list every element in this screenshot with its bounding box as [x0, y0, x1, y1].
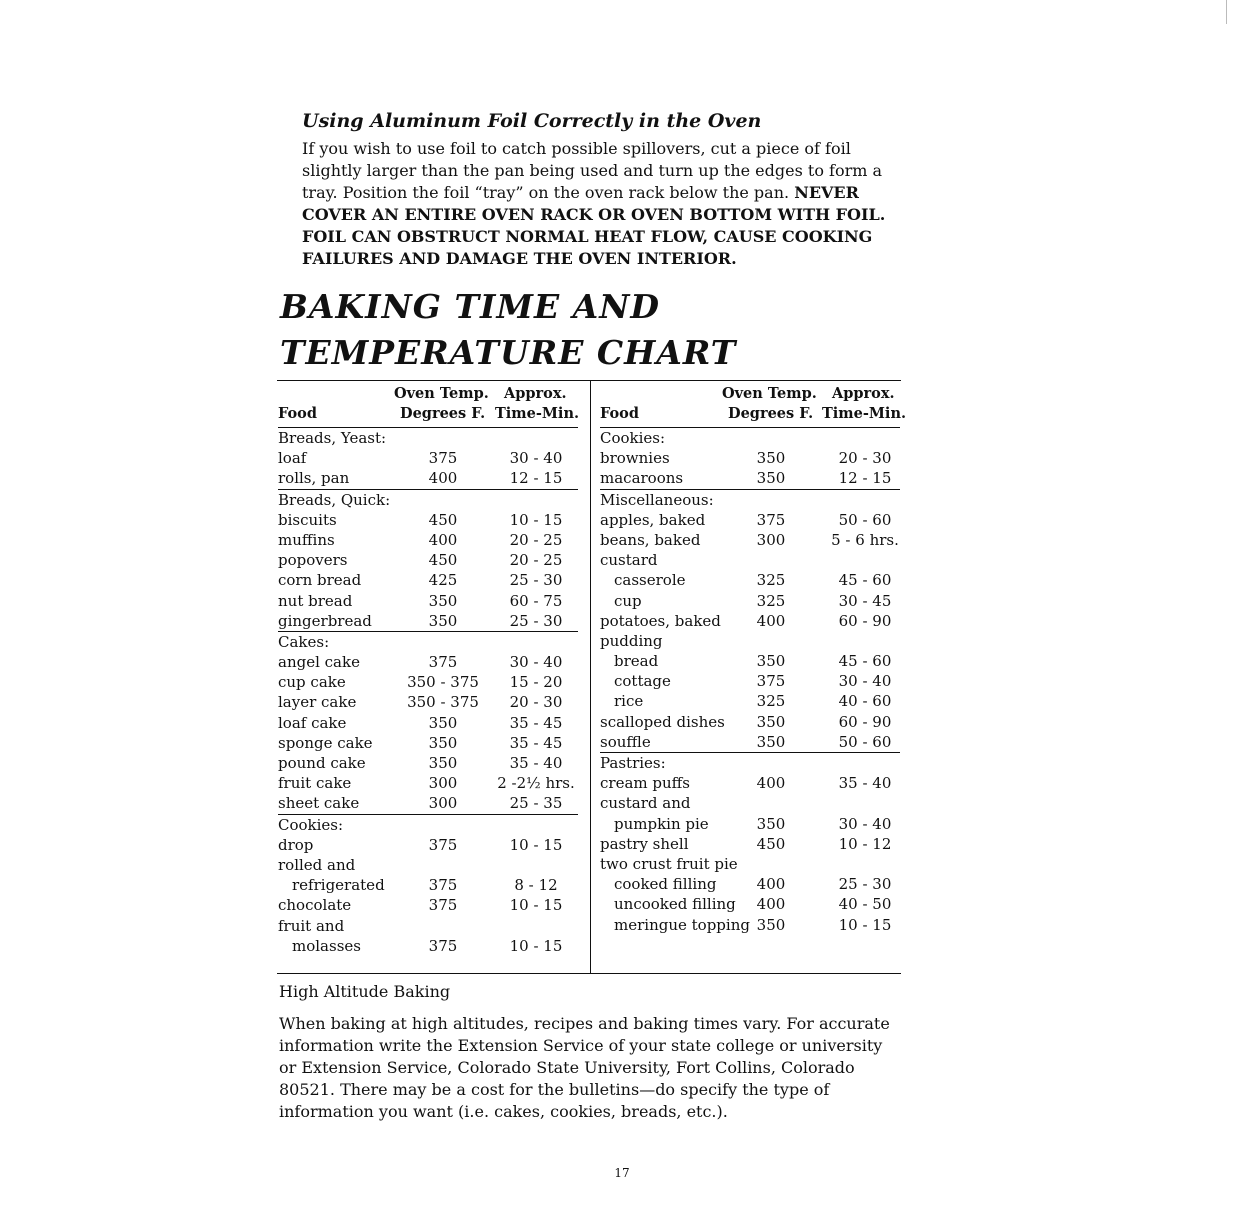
time-cell: 20 - 30: [838, 449, 892, 468]
table-row: [278, 530, 578, 550]
food-cell: sheet cake: [278, 794, 360, 813]
temp-cell: 350: [428, 754, 458, 772]
category-row: [278, 632, 578, 652]
temp-cell: 350 - 375: [407, 673, 479, 692]
category-row: [600, 490, 900, 510]
time-cell: 2 -2½ hrs.: [497, 774, 575, 793]
food-cell: pound cake: [278, 754, 366, 772]
time-cell: 30 - 40: [838, 814, 892, 833]
table-row: [278, 672, 578, 692]
foil-body-warning: NEVER COVER AN ENTIRE OVEN RACK OR OVEN BOTTOM WITH FOIL. FOIL CAN OBSTRUCT NORMAL HEAT FLOW, CAUSE COOKING FAILURES AND DAMAGE THE OVEN INTERIOR.: [302, 183, 886, 268]
table-row: [600, 874, 900, 894]
table-row: [278, 448, 578, 468]
table-row: [600, 814, 900, 834]
table-row: [278, 692, 578, 712]
temp-cell: 400: [756, 875, 786, 894]
food-cell: fruit cake: [278, 774, 352, 793]
foil-body-plain: If you wish to use foil to catch possible spillovers, cut a piece of foil slightly larger than the pan being used and turn up the edges to form a tray. Position the foil “tray” on the oven rack below the pan.: [302, 139, 883, 202]
time-cell: 40 - 60: [838, 692, 892, 711]
time-cell: 10 - 15: [509, 936, 563, 955]
temp-cell: 350: [428, 713, 458, 732]
table-row: [600, 591, 900, 611]
time-cell: 35 - 40: [838, 774, 892, 793]
food-cell: pastry shell: [600, 834, 689, 853]
header-approx-2: Time-Min.: [822, 405, 907, 422]
chart-title-line1: BAKING TIME AND: [280, 287, 660, 326]
food-cell: souffle: [600, 732, 651, 751]
left-column-header: [278, 381, 578, 428]
food-cell: drop: [278, 835, 314, 854]
time-cell: 8 - 12: [514, 876, 558, 895]
column-divider: [590, 381, 591, 973]
table-row: [600, 651, 900, 671]
food-cell: rolled and: [278, 855, 356, 874]
food-cell: macaroons: [600, 469, 684, 488]
table-row: [600, 530, 900, 550]
table-row: [278, 916, 578, 936]
temp-cell: 350: [428, 591, 458, 610]
time-cell: 20 - 30: [509, 693, 563, 712]
time-cell: 10 - 15: [509, 896, 563, 915]
table-row: [600, 834, 900, 854]
temp-cell: 400: [428, 530, 458, 549]
time-cell: 10 - 15: [838, 915, 892, 934]
category-label: Cookies:: [278, 815, 344, 834]
food-cell: beans, baked: [600, 530, 701, 549]
category-row: [278, 490, 578, 510]
table-row: [600, 854, 900, 874]
table-row: [600, 793, 900, 813]
food-cell: pumpkin pie: [614, 814, 709, 833]
category-label: Cookies:: [600, 429, 666, 447]
time-cell: 50 - 60: [838, 732, 892, 751]
table-row: [600, 732, 900, 753]
right-column-body: [600, 428, 900, 935]
time-cell: 10 - 15: [509, 510, 563, 529]
right-column-header: [600, 381, 907, 428]
table-row: [278, 652, 578, 672]
table-row: [278, 468, 578, 489]
table-row: [600, 712, 900, 732]
category-label: Miscellaneous:: [600, 490, 714, 509]
temp-cell: 350: [756, 732, 786, 751]
category-section: [600, 753, 900, 935]
food-cell: corn bread: [278, 571, 362, 590]
table-row: [600, 570, 900, 590]
table-row: [278, 753, 578, 773]
food-cell: scalloped dishes: [600, 712, 725, 731]
temp-cell: 375: [428, 653, 458, 672]
category-row: [278, 815, 578, 835]
temp-cell: 350: [756, 915, 786, 934]
food-cell: potatoes, baked: [600, 611, 721, 630]
temp-cell: 425: [428, 571, 458, 590]
category-label: Cakes:: [278, 632, 330, 651]
table-row: [278, 936, 578, 956]
category-section: [600, 428, 900, 490]
table-row: [278, 550, 578, 570]
temp-cell: 375: [428, 876, 458, 895]
time-cell: 30 - 40: [838, 672, 892, 691]
category-label: Breads, Quick:: [278, 490, 391, 509]
time-cell: 12 - 15: [838, 469, 892, 488]
temp-cell: 375: [756, 672, 786, 691]
time-cell: 35 - 40: [509, 754, 563, 772]
time-cell: 25 - 30: [838, 875, 892, 894]
time-cell: 12 - 15: [509, 469, 563, 488]
temp-cell: 350: [428, 611, 458, 630]
food-cell: gingerbread: [278, 611, 372, 630]
time-cell: 30 - 40: [509, 449, 563, 468]
foil-body: [302, 138, 902, 270]
temp-cell: 375: [428, 936, 458, 955]
food-cell: layer cake: [278, 693, 357, 712]
table-row: [278, 611, 578, 632]
food-cell: sponge cake: [278, 733, 373, 752]
temp-cell: 300: [428, 794, 458, 813]
time-cell: 30 - 45: [838, 591, 892, 610]
temp-cell: 375: [428, 449, 458, 468]
table-row: [278, 793, 578, 814]
time-cell: 25 - 30: [509, 611, 563, 630]
temp-cell: 400: [756, 611, 786, 630]
category-section: [278, 490, 578, 632]
temp-cell: 400: [428, 469, 458, 488]
food-cell: casserole: [614, 571, 686, 590]
food-cell: popovers: [278, 551, 348, 570]
header-approx-1: Approx.: [504, 385, 567, 402]
category-row: [600, 428, 900, 448]
time-cell: 10 - 15: [509, 835, 563, 854]
table-row: [278, 510, 578, 530]
food-cell: angel cake: [278, 653, 360, 672]
header-oven-temp-1: Oven Temp.: [394, 385, 489, 402]
table-row: [600, 631, 900, 651]
temp-cell: 350: [756, 449, 786, 468]
food-cell: uncooked filling: [614, 895, 736, 914]
category-section: [278, 815, 578, 956]
food-cell: custard: [600, 551, 658, 570]
table-row: [278, 713, 578, 733]
table-row: [278, 895, 578, 915]
temp-cell: 350: [428, 733, 458, 752]
time-cell: 15 - 20: [509, 673, 563, 692]
category-section: [278, 632, 578, 815]
temp-cell: 400: [756, 774, 786, 793]
food-cell: cooked filling: [614, 875, 717, 894]
category-row: [278, 428, 578, 448]
left-column-body: [278, 428, 578, 956]
header-approx-2: Time-Min.: [495, 405, 580, 422]
table-row: [600, 468, 900, 489]
table-row: [278, 773, 578, 793]
food-cell: pudding: [600, 631, 663, 650]
temp-cell: 450: [428, 510, 458, 529]
food-cell: cup cake: [278, 673, 346, 692]
temp-cell: 375: [428, 896, 458, 915]
food-cell: rolls, pan: [278, 469, 350, 488]
food-cell: cottage: [614, 672, 671, 691]
food-cell: fruit and: [278, 916, 345, 935]
temp-cell: 350: [756, 814, 786, 833]
table-row: [600, 510, 900, 530]
category-section: [278, 428, 578, 490]
food-cell: molasses: [292, 936, 361, 955]
high-altitude-body: When baking at high altitudes, recipes and baking times vary. For accurate information write the Extension Service of your state college or university or Extension Service, Colorado State University, Fort Collins, Colorado 80521. There may be a cost for the bulletins—do specify the type of information you want (i.e. cakes, cookies, breads, etc.).: [279, 1014, 890, 1121]
right-column: [600, 381, 907, 935]
food-cell: nut bread: [278, 591, 353, 610]
category-row: [600, 753, 900, 773]
time-cell: 35 - 45: [509, 713, 563, 732]
foil-heading: Using Aluminum Foil Correctly in the Oven: [302, 110, 762, 132]
food-cell: loaf cake: [278, 713, 347, 732]
food-cell: muffins: [278, 530, 335, 549]
food-cell: custard and: [600, 794, 691, 813]
category-section: [600, 490, 900, 753]
time-cell: 30 - 40: [509, 653, 563, 672]
table-row: [600, 773, 900, 793]
temp-cell: 450: [428, 551, 458, 570]
page-number: 17: [614, 1166, 630, 1180]
time-cell: 45 - 60: [838, 652, 892, 671]
temp-cell: 350: [756, 712, 786, 731]
temp-cell: 350: [756, 469, 786, 488]
time-cell: 40 - 50: [838, 895, 892, 914]
temp-cell: 450: [756, 834, 786, 853]
temp-cell: 325: [756, 571, 786, 590]
table-row: [278, 835, 578, 855]
header-oven-temp-2: Degrees F.: [728, 405, 814, 422]
chart-title-line2: TEMPERATURE CHART: [280, 333, 737, 372]
high-altitude-heading: High Altitude Baking: [279, 982, 451, 1001]
category-label: Pastries:: [600, 754, 666, 772]
time-cell: 60 - 75: [509, 591, 563, 610]
food-cell: loaf: [278, 449, 307, 468]
header-oven-temp-2: Degrees F.: [400, 405, 486, 422]
time-cell: 10 - 12: [838, 834, 892, 853]
table-row: [600, 691, 900, 711]
temp-cell: 325: [756, 591, 786, 610]
temp-cell: 325: [756, 692, 786, 711]
time-cell: 25 - 30: [509, 571, 563, 590]
header-food: Food: [600, 405, 639, 422]
foil-section: [302, 108, 902, 270]
table-row: [600, 550, 900, 570]
time-cell: 60 - 90: [838, 712, 892, 731]
food-cell: bread: [614, 652, 659, 671]
food-cell: refrigerated: [292, 876, 385, 895]
table-row: [600, 448, 900, 468]
header-food: Food: [278, 405, 317, 422]
temp-cell: 375: [428, 835, 458, 854]
baking-chart-table: [277, 380, 907, 974]
header-oven-temp-1: Oven Temp.: [722, 385, 817, 402]
temp-cell: 375: [756, 510, 786, 529]
table-row: [600, 611, 900, 631]
food-cell: brownies: [600, 449, 670, 468]
chart-title: [280, 284, 736, 376]
food-cell: meringue topping: [614, 915, 750, 934]
table-row: [278, 855, 578, 875]
table-row: [278, 570, 578, 590]
time-cell: 60 - 90: [838, 611, 892, 630]
table-row: [278, 591, 578, 611]
time-cell: 20 - 25: [509, 551, 563, 570]
food-cell: chocolate: [278, 896, 352, 915]
food-cell: two crust fruit pie: [600, 854, 738, 873]
temp-cell: 350: [756, 652, 786, 671]
time-cell: 50 - 60: [838, 510, 892, 529]
food-cell: biscuits: [278, 510, 337, 529]
temp-cell: 300: [756, 530, 786, 549]
margin-mark: [1226, 0, 1227, 24]
temp-cell: 400: [756, 895, 786, 914]
time-cell: 35 - 45: [509, 733, 563, 752]
table-row: [278, 875, 578, 895]
time-cell: 20 - 25: [509, 530, 563, 549]
food-cell: cream puffs: [600, 774, 690, 793]
left-column: [278, 381, 578, 956]
food-cell: cup: [614, 591, 642, 610]
category-label: Breads, Yeast:: [278, 429, 387, 447]
food-cell: rice: [614, 692, 644, 711]
temp-cell: 300: [428, 774, 458, 793]
table-row: [600, 915, 900, 935]
table-row: [600, 671, 900, 691]
table-row: [600, 894, 900, 914]
temp-cell: 350 - 375: [407, 693, 479, 712]
table-row: [278, 733, 578, 753]
food-cell: apples, baked: [600, 510, 706, 529]
time-cell: 5 - 6 hrs.: [831, 530, 899, 549]
time-cell: 25 - 35: [509, 794, 563, 813]
header-approx-1: Approx.: [832, 385, 895, 402]
time-cell: 45 - 60: [838, 571, 892, 590]
